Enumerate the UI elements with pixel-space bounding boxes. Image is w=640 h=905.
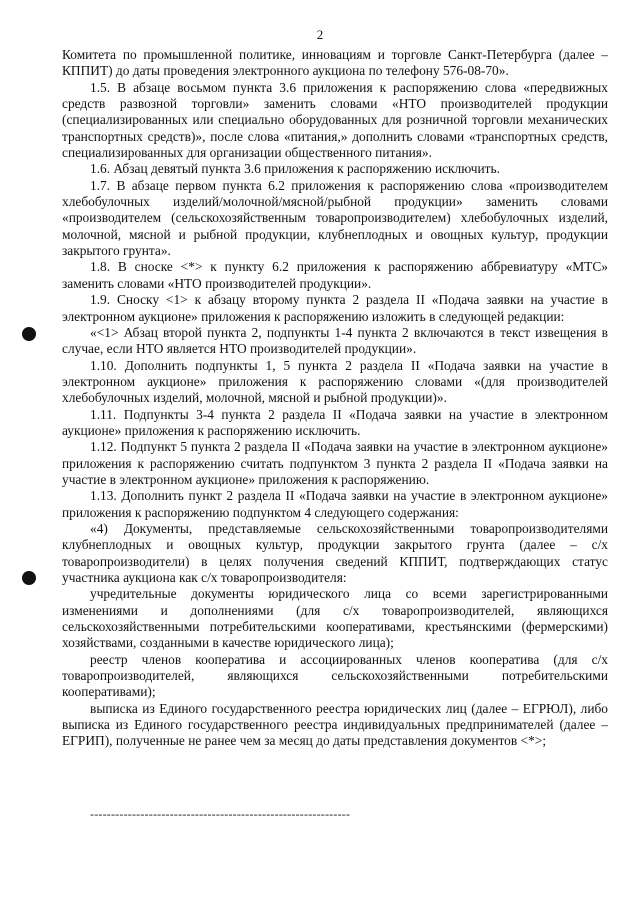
footnote-separator: -------------------------------------------------------------- (90, 808, 351, 820)
punch-hole-mark (22, 571, 36, 585)
paragraph-1-11: 1.11. Подпункты 3-4 пункта 2 раздела II «Подача заявки на участие в электронном аукционе» приложения к распоряжению исключить. (62, 406, 608, 438)
paragraph-1-7: 1.7. В абзаце первом пункта 6.2 приложения к распоряжению слова «производителем хлебобулочных изделий/молочной/мясной/рыбной продукции» заменить словами «производителем (сельскохозяйственным товаропроизводителем) хлебобулочных изделий, молочной, мясной и рыбной продукции, клубнеплодных и овощных культур, продукции закрытого грунта». (62, 177, 608, 259)
paragraph-register: реестр членов кооператива и ассоциированных членов кооператива (для с/х товаропроизводителей, являющихся сельскохозяйственными потребительскими кооперативами); (62, 651, 608, 700)
page-number: 2 (316, 27, 324, 42)
paragraph-1-13: 1.13. Дополнить пункт 2 раздела II «Подача заявки на участие в электронном аукционе» приложения к распоряжению подпунктом 4 следующего содержания: (62, 488, 608, 520)
document-body (62, 47, 608, 750)
paragraph-charter-docs: учредительные документы юридического лица со всеми зарегистрированными изменениями и дополнениями (для с/х товаропроизводителей, являющихся сельскохозяйственными потребительскими кооперативами, крестьянскими (фермерскими) хозяйствами, созданными в качестве юридического лица); (62, 586, 608, 651)
paragraph: Комитета по промышленной политике, инновациям и торговле Санкт-Петербурга (далее – КППИТ) до даты проведения электронного аукциона по телефону 576-08-70». (62, 47, 608, 79)
punch-hole-mark (22, 327, 36, 341)
paragraph-1-5: 1.5. В абзаце восьмом пункта 3.6 приложения к распоряжению слова «передвижных средств развозной торговли» заменить словами «НТО производителей продукции (специализированных или специально оборудованных для розничной торговли механических транспортных средств)», после слова «питания,» дополнить словами «транспортных средств, специализированных для организации общественного питания». (62, 79, 608, 161)
paragraph-documents: «4) Документы, представляемые сельскохозяйственными товаропроизводителями клубнеплодных и овощных культур, продукции закрытого грунта (далее – с/х товаропроизводители) в целях получения сведений КППИТ, подтверждающих статус участника аукциона как с/х товаропроизводителя: (62, 520, 608, 585)
paragraph-1-6: 1.6. Абзац девятый пункта 3.6 приложения к распоряжению исключить. (90, 161, 500, 177)
paragraph-1-9: 1.9. Сноску <1> к абзацу второму пункта 2 раздела II «Подача заявки на участие в электронном аукционе» приложения к распоряжению изложить в следующей редакции: (62, 292, 608, 324)
paragraph-1-8: 1.8. В сноске <*> к пункту 6.2 приложения к распоряжению аббревиатуру «МТС» заменить словами «НТО производителей продукции». (62, 259, 608, 291)
paragraph-1-10: 1.10. Дополнить подпункты 1, 5 пункта 2 раздела II «Подача заявки на участие в электронном аукционе» приложения к распоряжению словами «(для производителей хлебобулочных изделий, молочной, мясной и рыбной продукции)». (62, 357, 608, 406)
paragraph-extract: выписка из Единого государственного реестра юридических лиц (далее – ЕГРЮЛ), либо выписка из Единого государственного реестра индивидуальных предпринимателей (далее – ЕГРИП), полученные не ранее чем за месяц до даты представления документов <*>; (62, 700, 608, 749)
paragraph-footnote-text: «<1> Абзац второй пункта 2, подпункты 1-4 пункта 2 включаются в текст извещения в случае, если НТО является НТО производителей продукции». (62, 324, 608, 357)
paragraph-1-12: 1.12. Подпункт 5 пункта 2 раздела II «Подача заявки на участие в электронном аукционе» приложения к распоряжению считать подпунктом 3 пункта 2 раздела II «Подача заявки на участие в электронном аукционе» приложения к распоряжению. (62, 439, 608, 487)
